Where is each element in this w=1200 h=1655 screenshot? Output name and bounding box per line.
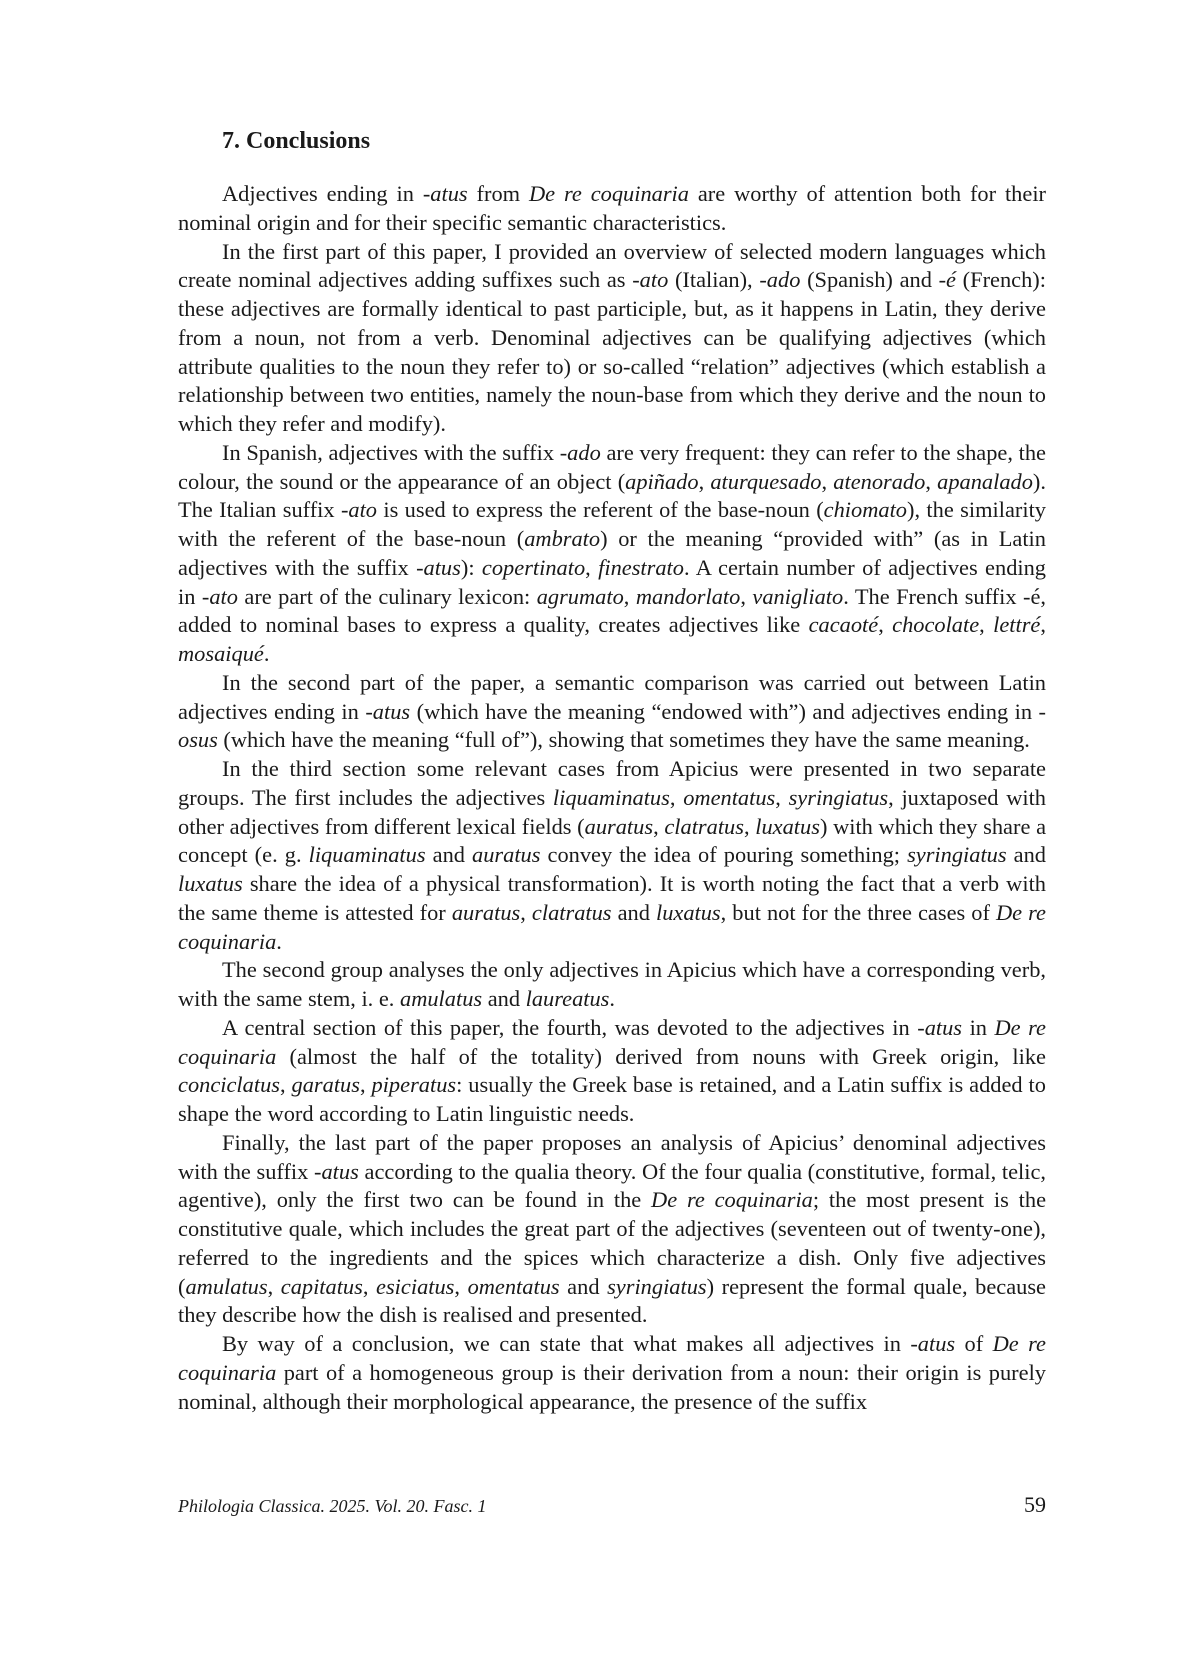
text-run: , <box>267 1273 281 1299</box>
text-run: ): <box>460 554 482 580</box>
text-run: , <box>669 784 684 810</box>
paragraph <box>178 669 1046 755</box>
italic-term: conciclatus <box>178 1072 280 1098</box>
journal-citation: Philologia Classica. 2025. Vol. 20. Fasc. 1 <box>178 1496 487 1516</box>
italic-term: auratus <box>584 813 654 839</box>
italic-term: -osus <box>178 698 1047 753</box>
italic-term: De re coquinaria <box>528 181 689 206</box>
text-run: convey the idea of pouring something; <box>540 842 908 868</box>
text-run: and <box>1006 842 1046 868</box>
text-run: of <box>955 1331 993 1356</box>
italic-term: apiñado <box>625 468 699 494</box>
italic-term: -ato <box>201 583 238 609</box>
text-run: , <box>623 583 636 609</box>
italic-term: esiciatus <box>376 1273 455 1299</box>
text-run: , juxtaposed with other adjectives from different lexical fields ( <box>178 784 1047 839</box>
italic-term: garatus <box>291 1072 360 1098</box>
text-run: In Spanish, adjectives with the suffix <box>222 439 560 465</box>
italic-term: auratus <box>451 899 521 925</box>
text-run: is used to express the referent of the base-noun ( <box>377 497 824 523</box>
text-run: , <box>279 1072 292 1098</box>
italic-term: syringiatus <box>907 842 1007 868</box>
text-run: : usually the Greek base is retained, and a Latin suffix is added to shape the word according to Latin linguistic needs. <box>178 1072 1046 1126</box>
italic-term: liquaminatus <box>308 842 426 868</box>
text-run: , <box>585 554 599 580</box>
italic-term: clatratus <box>664 813 744 839</box>
page-footer <box>178 1492 1046 1520</box>
paragraph <box>178 180 1046 238</box>
italic-term: capitatus <box>280 1273 363 1299</box>
italic-term: chiomato <box>823 497 908 523</box>
italic-term: amulatus <box>400 986 483 1011</box>
italic-term: amulatus <box>185 1273 268 1299</box>
text-run: , <box>775 784 789 810</box>
italic-term: -ato <box>340 497 378 523</box>
text-run: , <box>740 583 753 609</box>
text-run: (which have the meaning “endowed with”) and adjectives ending in <box>410 698 1039 724</box>
text-run: share the idea of a physical transformation). It is worth noting the fact that a verb with the same theme is attested for <box>178 871 1046 925</box>
text-run: , <box>653 813 665 839</box>
text-run: ). The Italian suffix <box>178 468 1046 523</box>
text-run: and <box>611 899 656 925</box>
text-run: , <box>359 1072 372 1098</box>
text-run: (Italian), <box>668 267 760 293</box>
italic-term: -ado <box>759 267 801 293</box>
paragraph <box>178 439 1046 669</box>
text-run: , <box>821 468 834 494</box>
italic-term: mosaiqué <box>178 641 264 666</box>
italic-term: agrumato <box>536 583 624 609</box>
text-run: ; the most present is the constitutive quale, which includes the great part of the adjectives (seventeen out of twenty-one), referred to the ingredients and the spices which characterize a dish. Only five adjectives ( <box>178 1187 1047 1299</box>
text-run: . <box>609 986 616 1011</box>
paragraph <box>178 956 1046 1014</box>
text-run: (Spanish) and <box>800 267 939 293</box>
text-run: , <box>979 612 994 638</box>
italic-term: luxatus <box>755 813 820 839</box>
italic-term: chocolate <box>892 612 980 638</box>
text-run: , <box>925 468 938 494</box>
italic-term: lettré <box>993 612 1041 638</box>
italic-term: De re coquinaria <box>178 899 1046 954</box>
italic-term: omentatus <box>683 784 776 810</box>
text-run: . <box>263 641 270 666</box>
text-run: . <box>276 928 282 954</box>
text-run: , <box>454 1273 468 1299</box>
body-text <box>178 180 1046 1416</box>
text-run: , but not for the three cases of <box>720 899 996 925</box>
text-run: according to the qualia theory. Of the four qualia (constitutive, formal, telic, agentive), only the first two can be found in the <box>178 1158 1046 1213</box>
italic-term: copertinato <box>481 554 586 580</box>
italic-term: vanigliato <box>752 583 844 609</box>
text-run: ) with which they share a concept (e. g. <box>178 813 1047 868</box>
italic-term: De re coquinaria <box>178 1014 1046 1069</box>
italic-term: De re coquinaria <box>651 1187 813 1213</box>
text-run: (French): these adjectives are formally identical to past participle, but, as it happens in Latin, they derive from a noun, not from a verb. Denominal adjectives can be qualifying adjectives (which attribute qualities to the noun they refer to) or so-called “relation” adjectives (which establish a relationship between two entities, namely the noun-base from which they derive and the noun to which they refer and modify). <box>178 267 1046 436</box>
italic-term: -atus <box>422 181 468 206</box>
italic-term: -atus <box>917 1014 963 1040</box>
text-run: (almost the half of the totality) derived from nouns with Greek origin, like <box>276 1043 1046 1069</box>
italic-term: aturquesado <box>710 468 822 494</box>
italic-term: piperatus <box>371 1072 457 1098</box>
text-run: , <box>1040 612 1046 638</box>
paragraph <box>178 1330 1046 1416</box>
text-run: (which have the meaning “full of”), showing that sometimes they have the same meaning. <box>217 727 1030 753</box>
italic-term: cacaoté <box>808 612 879 638</box>
italic-term: syringiatus <box>607 1273 707 1299</box>
italic-term: laureatus <box>525 986 610 1011</box>
text-run: part of a homogeneous group is their derivation from a noun: their origin is purely nominal, although their morphological appearance, the presence of the suffix <box>178 1359 1046 1414</box>
text-run: . The French suffix -é, added to nominal bases to express a quality, creates adjectives like <box>178 583 1046 638</box>
italic-term: clatratus <box>531 899 612 925</box>
text-run: , <box>878 612 893 638</box>
text-run: are part of the culinary lexicon: <box>237 583 537 609</box>
italic-term: -atus <box>365 698 411 724</box>
text-run: In the second part of the paper, a semantic comparison was carried out between Latin adjectives ending in <box>178 669 1046 724</box>
text-run: The second group analyses the only adjectives in Apicius which have a corresponding verb, with the same stem, i. e. <box>178 957 1046 1011</box>
italic-term: atenorado <box>833 468 926 494</box>
text-run: ) represent the formal quale, because they describe how the dish is realised and presented. <box>178 1273 1046 1328</box>
italic-term: luxatus <box>178 871 243 896</box>
section-heading: 7. Conclusions <box>222 128 371 154</box>
italic-term: mandorlato <box>635 583 741 609</box>
text-run: , <box>520 899 532 925</box>
italic-term: omentatus <box>467 1273 560 1299</box>
italic-term: De re coquinaria <box>178 1331 1046 1385</box>
italic-term: ambrato <box>524 526 601 551</box>
paragraph <box>178 755 1046 956</box>
italic-term: -atus <box>910 1331 956 1356</box>
italic-term: auratus <box>472 842 541 868</box>
paragraph <box>178 1014 1046 1129</box>
text-run: from <box>467 181 529 206</box>
text-run: and <box>559 1273 608 1299</box>
italic-term: -atus <box>314 1158 359 1184</box>
text-run: are worthy of attention both for their nominal origin and for their specific semantic characteristics. <box>178 181 1046 235</box>
italic-term: luxatus <box>655 899 721 925</box>
page-number: 59 <box>1024 1492 1046 1517</box>
italic-term: finestrato <box>598 554 684 580</box>
text-run: A central section of this paper, the fourth, was devoted to the adjectives in <box>222 1014 918 1040</box>
paragraph <box>178 1129 1046 1330</box>
text-run: and <box>425 842 473 868</box>
text-run: In the first part of this paper, I provided an overview of selected modern languages which create nominal adjectives adding suffixes such as <box>178 238 1046 293</box>
text-run: In the third section some relevant cases from Apicius were presented in two separate groups. The first includes the adjectives <box>178 756 1046 810</box>
italic-term: -atus <box>416 554 461 580</box>
text-run: Finally, the last part of the paper proposes an analysis of Apicius’ denominal adjectives with the suffix <box>178 1129 1046 1184</box>
text-run: in <box>962 1014 995 1040</box>
italic-term: -é <box>938 267 956 293</box>
italic-term: -ado <box>559 439 601 465</box>
text-run: , <box>698 468 711 494</box>
text-run: Adjectives ending in <box>222 181 423 206</box>
paragraph <box>178 238 1046 439</box>
italic-term: -ato <box>632 267 669 293</box>
italic-term: syringiatus <box>788 784 889 810</box>
text-run: , <box>743 813 756 839</box>
text-run: . A certain number of adjectives ending in <box>178 554 1046 609</box>
text-run: By way of a conclusion, we can state that what makes all adjectives in <box>222 1331 911 1356</box>
text-run: , <box>362 1273 377 1299</box>
text-run: ) or the meaning “provided with” (as in Latin adjectives with the suffix <box>178 526 1046 580</box>
text-run: ), the similarity with the referent of the base-noun ( <box>178 497 1046 551</box>
italic-term: liquaminatus <box>552 784 670 810</box>
text-run: are very frequent: they can refer to the shape, the colour, the sound or the appearance of an object ( <box>178 439 1046 494</box>
text-run: and <box>482 986 526 1011</box>
italic-term: apanalado <box>937 468 1033 494</box>
